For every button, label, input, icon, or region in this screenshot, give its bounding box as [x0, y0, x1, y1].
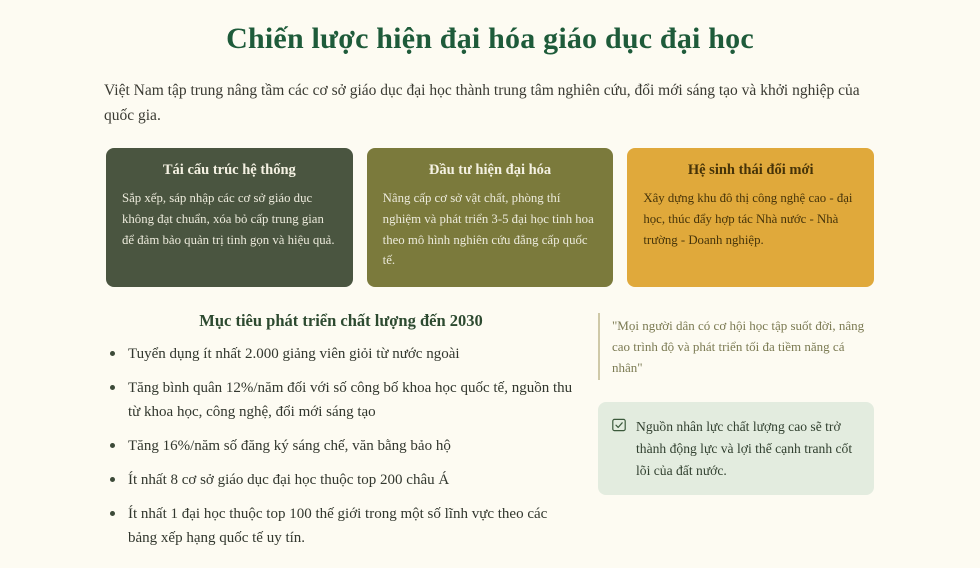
list-item: Tuyển dụng ít nhất 2.000 giảng viên giỏi từ nước ngoài: [106, 343, 576, 366]
strategy-card-restructure: [106, 148, 353, 287]
strategy-card-investment: [367, 148, 614, 287]
list-item: Ít nhất 8 cơ sở giáo dục đại học thuộc top 200 châu Á: [106, 469, 576, 492]
highlight-note-text: Nguồn nhân lực chất lượng cao sẽ trở thành động lực và lợi thế cạnh tranh cốt lõi của đất nước.: [636, 419, 853, 478]
strategy-card-body: Sắp xếp, sáp nhập các cơ sở giáo dục không đạt chuẩn, xóa bỏ cấp trung gian để đảm bảo quản trị tinh gọn và hiệu quả.: [122, 191, 335, 247]
strategy-card-body: Nâng cấp cơ sở vật chất, phòng thí nghiệm và phát triển 3-5 đại học tinh hoa theo mô hình nghiên cứu đẳng cấp quốc tế.: [382, 191, 594, 268]
highlight-note: [598, 402, 874, 495]
strategy-card-title: Tái cấu trúc hệ thống: [162, 162, 296, 179]
side-column: [598, 311, 874, 561]
strategy-cards: [106, 148, 874, 287]
intro-paragraph: Việt Nam tập trung nâng tầm các cơ sở giáo dục đại học thành trung tâm nghiên cứu, đổi mới sáng tạo và khởi nghiệp của quốc gia.: [104, 82, 860, 125]
strategy-card-title: Hệ sinh thái đổi mới: [687, 162, 814, 179]
list-item: Tăng bình quân 12%/năm đối với số công bố khoa học quốc tế, nguồn thu từ khoa học, công nghệ, đổi mới sáng tạo: [106, 377, 576, 424]
list-item: Tăng 16%/năm số đăng ký sáng chế, văn bằng bảo hộ: [106, 435, 576, 458]
page-title: Chiến lược hiện đại hóa giáo dục đại học: [226, 22, 754, 55]
list-item: Ít nhất 1 đại học thuộc top 100 thế giới trong một số lĩnh vực theo các bảng xếp hạng quốc tế uy tín.: [106, 503, 576, 550]
goals-list: [106, 343, 576, 550]
lower-section: [106, 311, 874, 561]
note-icon: [612, 418, 626, 437]
strategy-card-body: Xây dựng khu đô thị công nghệ cao - đại học, thúc đẩy hợp tác Nhà nước - Nhà trường - Doanh nghiệp.: [643, 191, 853, 247]
infographic-page: [0, 22, 980, 568]
strategy-card-title: Đầu tư hiện đại hóa: [428, 162, 552, 179]
goals-title: Mục tiêu phát triển chất lượng đến 2030: [199, 311, 483, 331]
goals-column: [106, 311, 576, 561]
pull-quote: "Mọi người dân có cơ hội học tập suốt đời, nâng cao trình độ và phát triển tối đa tiềm năng cá nhân": [598, 313, 874, 380]
strategy-card-innovation: [627, 148, 874, 287]
